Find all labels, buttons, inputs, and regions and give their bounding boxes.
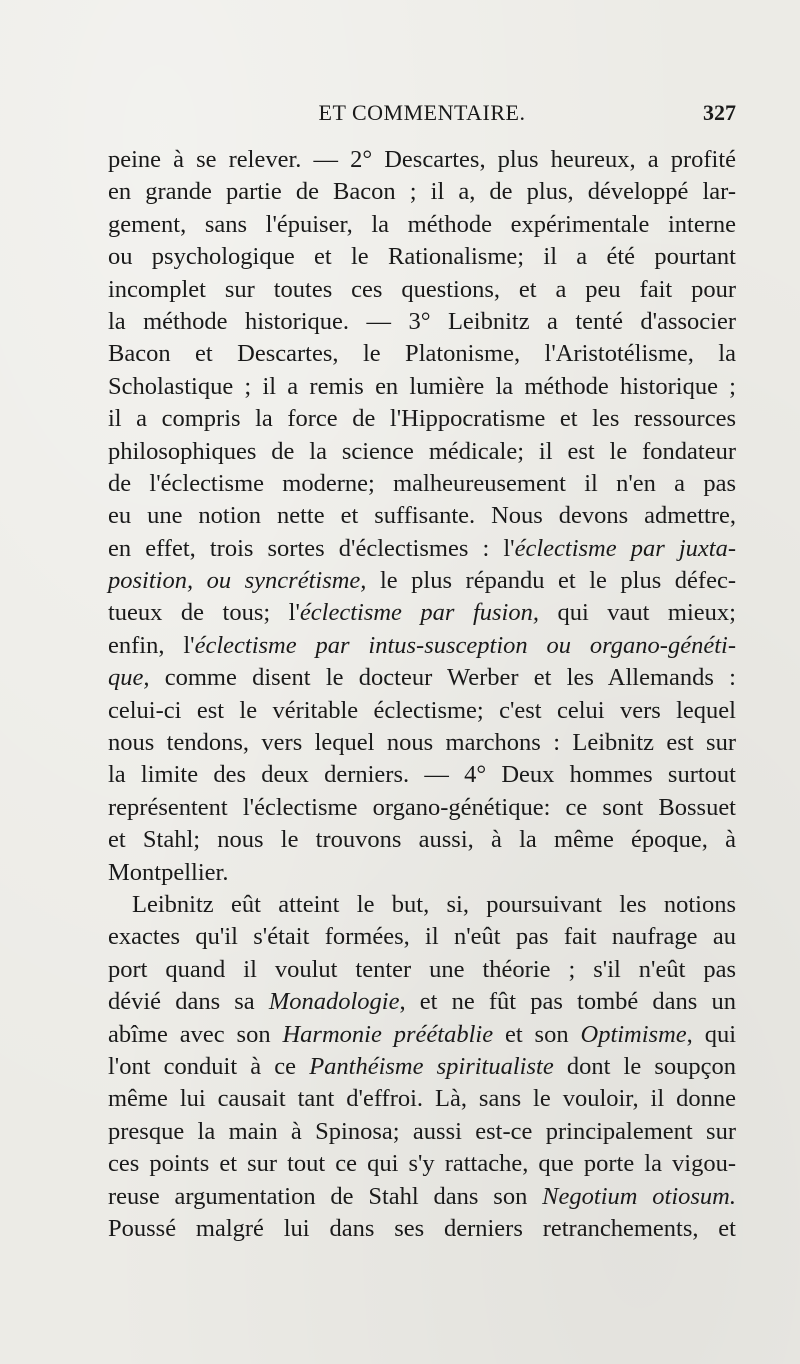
text-segment: , qui [686,1020,737,1048]
italic-segment: Harmonie préétablie [282,1020,494,1048]
text-line [108,209,736,241]
italic-segment: Monadologie [268,988,400,1016]
text-segment: la limite des deux derniers. — 4° Deux hommes surtout [108,761,736,789]
body-text [108,144,736,1245]
text-line [108,1019,736,1051]
page-header [108,100,736,132]
text-line [108,857,736,889]
text-line [108,1213,736,1245]
text-line [108,371,736,403]
text-segment: reuse argumentation de Stahl dans son [108,1182,543,1210]
italic-segment: Panthéisme spiritualiste [309,1052,554,1080]
text-line [108,1148,736,1180]
text-line [108,954,736,986]
text-line [108,403,736,435]
text-line [108,436,736,468]
text-segment: nous tendons, vers lequel nous marchons : Leibnitz est sur [108,729,736,757]
text-segment: représentent l'éclectisme organo-génétique: ce sont Bossuet [108,793,736,821]
text-segment: Poussé malgré lui dans ses derniers retranchements, et [108,1214,736,1242]
text-segment: tueux de tous; l' [108,599,300,627]
text-line [108,1083,736,1115]
text-line [108,630,736,662]
text-segment: dévié dans sa [108,988,269,1016]
text-line [108,824,736,856]
text-segment: port quand il voulut tenter une théorie ; s'il n'eût pas [108,955,736,983]
text-line [108,727,736,759]
text-line [108,176,736,208]
text-segment: abîme avec son [108,1020,283,1048]
text-line [108,1181,736,1213]
text-line [108,1116,736,1148]
text-line [108,889,736,921]
text-line [108,662,736,694]
text-segment: en grande partie de Bacon ; il a, de plus, développé lar- [108,178,736,206]
text-segment: même lui causait tant d'effroi. Là, sans le vouloir, il donne [108,1085,736,1113]
text-line [108,468,736,500]
text-segment: gement, sans l'épuiser, la méthode expérimentale interne [108,210,736,238]
text-segment: l' [503,534,515,562]
text-segment: celui-ci est le véritable éclectisme; c'est celui vers lequel [108,696,736,724]
text-segment: eu une notion nette et suffisante. Nous devons admettre, [108,502,736,530]
text-line [108,306,736,338]
text-segment: le plus répandu et le plus défec- [366,567,736,595]
text-segment: la méthode historique. — 3° Leibnitz a tenté d'associer [108,307,736,335]
text-segment: peine à se relever. — 2° Descartes, plus heureux, a profité [108,146,736,173]
text-segment: enfin, l' [108,631,195,659]
text-segment: Bacon et Descartes, le Platonisme, l'Aristotélisme, la [108,340,736,368]
text-segment: et son [493,1020,581,1048]
italic-segment: éclectisme par fusion, [299,599,539,627]
text-line [108,241,736,273]
running-title: ET COMMENTAIRE. [318,100,526,125]
text-line [108,274,736,306]
text-line [108,597,736,629]
text-line [108,792,736,824]
text-segment: philosophiques de la science médicale; il est le fondateur [108,437,736,465]
text-line [108,565,736,597]
text-segment: ou psychologique et le Rationalisme; il a été pourtant [108,243,736,271]
italic-segment: Negotium otiosum. [542,1182,736,1210]
italic-segment: Optimisme [580,1020,687,1048]
text-segment: en effet, trois sortes d'éclectismes : [108,534,504,562]
text-segment: comme disent le docteur Werber et les Allemands : [149,664,736,692]
text-line [108,986,736,1018]
text-segment: et Stahl; nous le trouvons aussi, à la même époque, à [108,826,736,854]
text-segment: Scholastique ; il a remis en lumière la méthode historique ; [108,372,736,400]
text-line [108,695,736,727]
text-segment: il a compris la force de l'Hippocratisme et les ressources [108,405,736,433]
text-segment: qui vaut mieux; [538,599,736,627]
italic-segment: éclectisme par juxta- [514,534,736,562]
text-line [108,144,736,176]
text-segment: exactes qu'il s'était formées, il n'eût pas fait naufrage au [108,923,736,951]
text-line [108,921,736,953]
text-segment: , et ne fût pas tombé dans un [399,988,736,1016]
text-segment: Montpellier. [108,858,229,886]
text-line [108,338,736,370]
text-line [108,500,736,532]
text-line [108,1051,736,1083]
text-line [108,533,736,565]
text-segment: incomplet sur toutes ces questions, et a peu fait pour [108,275,736,303]
text-line [108,759,736,791]
italic-segment: position, ou syncrétisme, [108,567,367,595]
text-segment: Leibnitz eût atteint le but, si, poursuivant les notions [132,890,736,918]
text-segment: l'ont conduit à ce [108,1052,310,1080]
italic-segment: éclectisme par intus-susception ou organo-généti- [194,631,736,659]
text-segment: presque la main à Spinosa; aussi est-ce principalement sur [108,1117,736,1145]
text-segment: ces points et sur tout ce qui s'y rattache, que porte la vigou- [108,1150,736,1178]
text-segment: de l'éclectisme moderne; malheureusement il n'en a pas [108,469,736,497]
italic-segment: que, [108,664,150,692]
text-segment: dont le soupçon [553,1052,737,1080]
page-number: 327 [703,100,736,125]
